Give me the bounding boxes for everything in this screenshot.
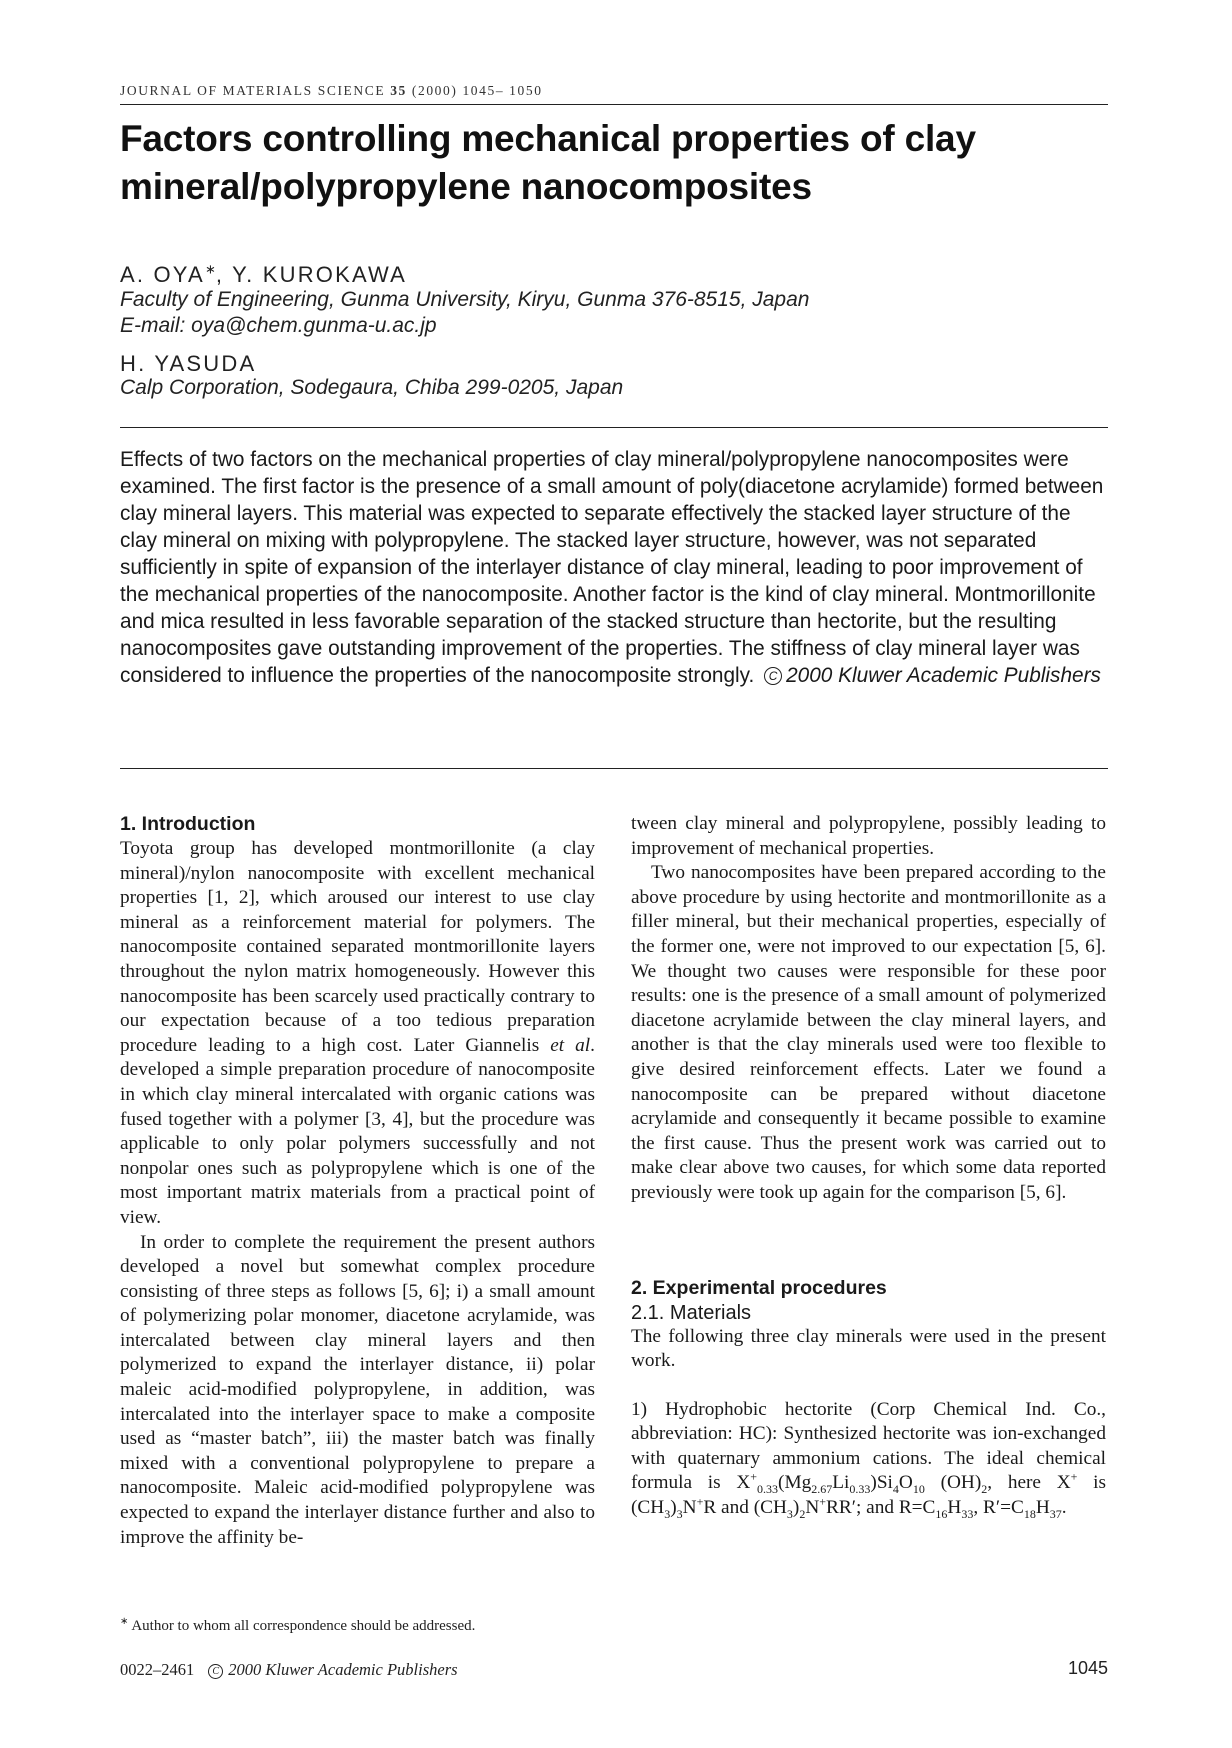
footer-issn-line	[120, 1660, 458, 1680]
footnote-mark: ∗	[120, 1616, 129, 1627]
materials-intro: The following three clay minerals were used in the present work.	[631, 1325, 1106, 1372]
page-number: 1045	[1067, 1658, 1108, 1678]
intro-paragraph-3: Two nanocomposites have been prepared according to the above procedure by using hectorite and montmorillonite as a filler mineral, but their mechanical properties, especially of the former one, were not improved to our expectation [5, 6]. We thought two causes were responsible for these poor results: one is the presence of a small amount of polymerized diacetone acrylamide between the clay mineral layers, and another is that the clay minerals used were too flexible to give desired reinforcement effects. Later we found a nanocomposite can be prepared without diacetone acrylamide and consequently it became possible to examine the first cause. Thus the present work was carried out to make clear above two causes, for which some data reported previously were took up again for the comparison [5, 6].	[631, 862, 1106, 1203]
header-rule	[120, 104, 1108, 105]
journal-volume: 35	[390, 83, 407, 98]
intro-paragraph-2-cont: tween clay mineral and polypropylene, possibly leading to improvement of mechanical properties.	[631, 813, 1106, 859]
subsection-heading-materials: 2.1. Materials	[631, 1301, 752, 1324]
footnote-text: Author to whom all correspondence should be addressed.	[128, 1618, 476, 1634]
abstract-text: Effects of two factors on the mechanical properties of clay mineral/polypropylene nanocomposites were examined. The first factor is the presence of a small amount of poly(diacetone acrylamide) formed between clay mineral layers. This material was expected to separate effectively the stacked layer structure of the clay mineral on mixing with polypropylene. The stacked layer structure, however, was not separated sufficiently in spite of expansion of the interlayer distance of clay mineral, leading to poor improvement of the mechanical properties of the nanocomposite. Another factor is the kind of clay mineral. Montmorillonite and mica resulted in less favorable separation of the stacked structure than hectorite, but the resulting nanocomposites gave outstanding improvement of the properties. The stiffness of clay mineral layer was considered to influence the properties of the nanocomposite strongly.	[120, 448, 1104, 687]
author-oya: A. OYA	[120, 262, 205, 287]
author-kurokawa: , Y. KUROKAWA	[215, 262, 408, 287]
running-head	[120, 83, 1108, 99]
affiliation-calp: Calp Corporation, Sodegaura, Chiba 299-0205, Japan	[120, 376, 624, 399]
copyright-icon-footer: C	[208, 1664, 223, 1679]
copyright-icon: C	[764, 667, 782, 685]
et-al: et al	[550, 1034, 591, 1056]
footer-publisher: 2000 Kluwer Academic Publishers	[228, 1660, 458, 1679]
issn: 0022–2461	[120, 1660, 195, 1679]
corresponding-mark: ∗	[204, 261, 216, 277]
title-line-1: Factors controlling mechanical properties of clay	[120, 118, 976, 159]
affiliation-gunma: Faculty of Engineering, Gunma University, Kiryu, Gunma 376-8515, Japan	[120, 288, 810, 311]
material-item-1: 1) Hydrophobic hectorite (Corp Chemical Ind. Co., abbreviation: HC): Synthesized hectorite was ion-exchanged with quaternary ammonium cations. The ideal chemical formula is $X^+_{0.33}(Mg_{2.67}Li_{0.33})Si_4O_{10}$ $(OH)_2$, here X+ is $(CH_3)_3N^+R$ and $(CH_3)_2N^+RR'$; and $R=C_{16}H_{33}$, $R'=C_{18}H_{37}$.	[631, 1398, 1106, 1521]
author-yasuda: H. YASUDA	[120, 351, 257, 376]
article-title	[120, 115, 1110, 211]
title-line-2: mineral/polypropylene nanocomposites	[120, 166, 812, 207]
journal-year-pages: (2000) 1045– 1050	[411, 83, 543, 98]
section-heading-introduction: 1. Introduction	[120, 813, 256, 835]
author-line-1	[120, 262, 407, 288]
abstract-top-rule	[120, 427, 1108, 428]
email-line: E-mail: oya@chem.gunma-u.ac.jp	[120, 314, 437, 337]
footnote	[120, 1618, 475, 1635]
journal-name: JOURNAL OF MATERIALS SCIENCE	[120, 83, 386, 98]
left-column	[120, 812, 595, 1550]
intro-paragraph-1: Toyota group has developed montmorillonite (a clay mineral)/nylon nanocomposite with excellent mechanical properties [1, 2], which aroused our interest to use clay mineral as a reinforcement material for polymers. The nanocomposite contained separated montmorillonite layers throughout the nylon matrix homogeneously. However this nanocomposite has been scarcely used practically contrary to our expectation because of a too tedious preparation procedure leading to a high cost. Later Giannelis et al. developed a simple preparation procedure of nanocomposite in which clay mineral intercalated with organic cations was fused together with a polymer [3, 4], but the procedure was applicable to only polar polymers successfully and not nonpolar ones such as polypropylene which is one of the most important matrix materials from a practical point of view.	[120, 838, 595, 1228]
abstract-copyright: 2000 Kluwer Academic Publishers	[786, 664, 1101, 687]
section-heading-experimental: 2. Experimental procedures	[631, 1276, 887, 1299]
intro-paragraph-2: In order to complete the requirement the present authors developed a novel but somewhat complex procedure consisting of three steps as follows [5, 6]; i) a small amount of polymerizing polar monomer, diacetone acrylamide, was intercalated between clay mineral layers and then polymerized to expand the interlayer distance, ii) polar maleic acid-modified polypropylene, in addition, was intercalated into the interlayer space to make a composite used as “master batch”, iii) the master batch was finally mixed with a conventional polypropylene to prepare a nanocomposite. Maleic acid-modified polypropylene was expected to expand the interlayer distance further and also to improve the affinity be-	[120, 1231, 595, 1548]
right-column	[631, 812, 1106, 1521]
abstract	[120, 446, 1110, 689]
abstract-bottom-rule	[120, 768, 1108, 769]
